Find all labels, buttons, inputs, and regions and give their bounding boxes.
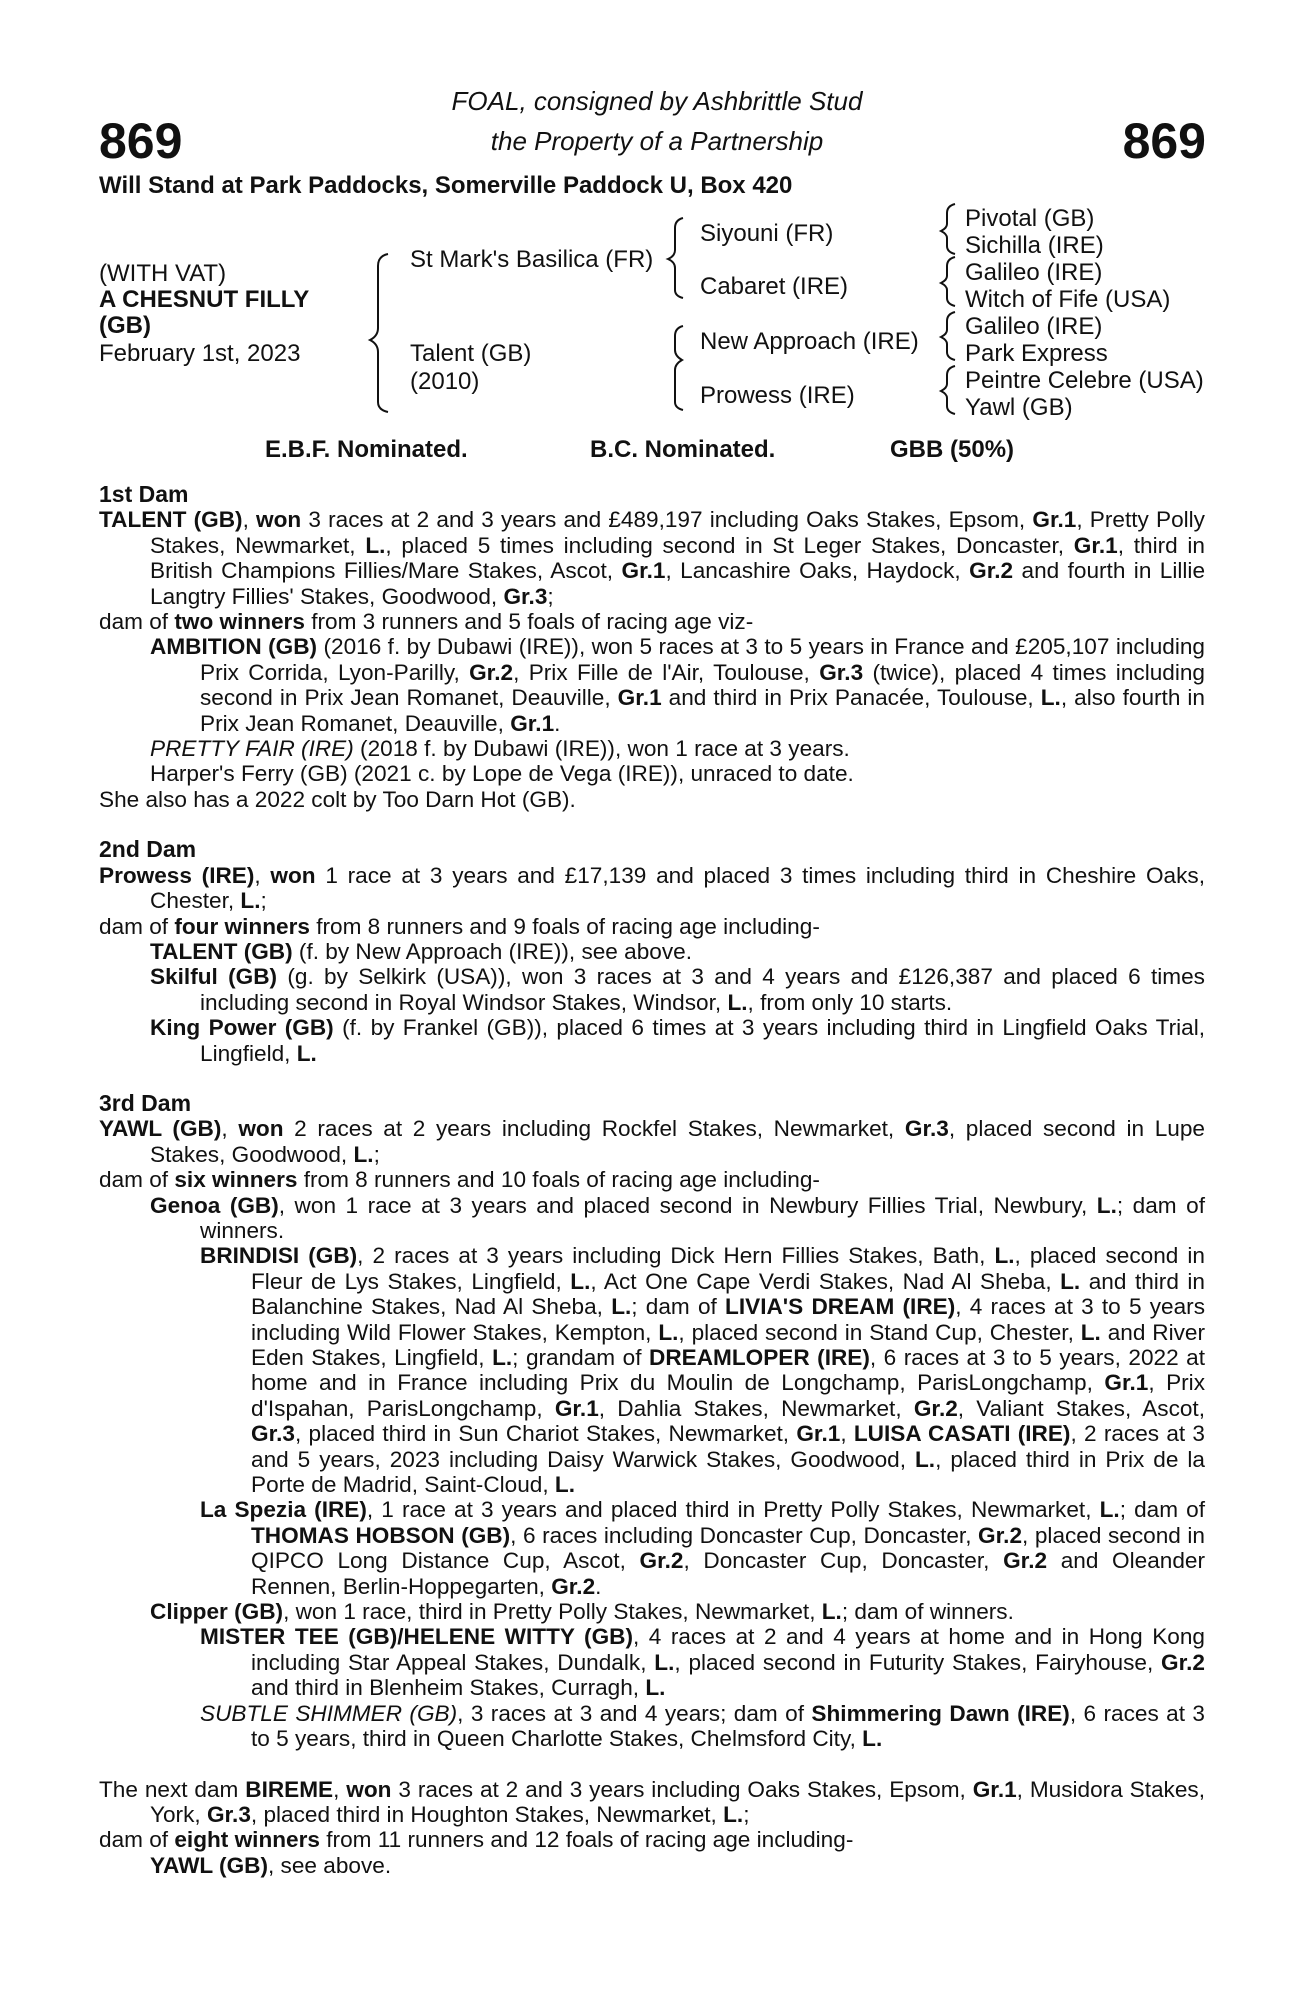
produce-entry: AMBITION (GB) (2016 f. by Dubawi (IRE)), won 5 races at 3 to 5 years in France and £205,107 including Prix Corrida, Lyon-Parilly, Gr.2, Prix Fille de l'Air, Toulouse, Gr.3 (twice), placed 4 times including second in Prix Jean Romanet, Deauville, Gr.1 and third in Prix Panacée, Toulouse, L., also fourth in Prix Jean Romanet, Deauville, Gr.1. [150, 634, 1206, 736]
pedigree-dam-dam: Prowess (IRE) [700, 382, 855, 409]
pedigree-gen3-5: Galileo (IRE) [965, 313, 1103, 340]
produce-entry: Skilful (GB) (g. by Selkirk (USA)), won 3 races at 3 and 4 years and £126,387 and placed 6 times including second in Royal Windsor Stakes, Windsor, L., from only 10 starts. [150, 964, 1205, 1015]
horse-name: A CHESNUT FILLY [99, 286, 310, 313]
produce-note: She also has a 2022 colt by Too Darn Hot (GB). [99, 786, 576, 812]
pedigree-gen3-3: Galileo (IRE) [965, 259, 1103, 286]
next-dam-record: The next dam BIREME, won 3 races at 2 and 3 years including Oaks Stakes, Epsom, Gr.1, Musidora Stakes, York, Gr.3, placed third in Houghton Stakes, Newmarket, L.; [99, 1776, 1205, 1827]
second-dam-produce-summary: dam of four winners from 8 runners and 9 foals of racing age including- [99, 913, 820, 939]
produce-entry: SUBTLE SHIMMER (GB), 3 races at 3 and 4 years; dam of Shimmering Dawn (IRE), 6 races at 3 to 5 years, third in Queen Charlotte Stakes, Chelmsford City, L. [200, 1700, 1205, 1752]
bc-nomination: B.C. Nominated. [590, 436, 776, 463]
produce-entry: Harper's Ferry (GB) (2021 c. by Lope de Vega (IRE)), unraced to date. [150, 761, 854, 787]
second-dam-record: Prowess (IRE), won 1 race at 3 years and £17,139 and placed 3 times including third in Cheshire Oaks, Chester, L.; [99, 862, 1205, 914]
third-dam-produce-summary: dam of six winners from 8 runners and 10 foals of racing age including- [99, 1167, 820, 1193]
pedigree-gen3-8: Yawl (GB) [965, 394, 1073, 421]
pedigree-gen3-7: Peintre Celebre (USA) [965, 367, 1204, 394]
first-dam-heading: 1st Dam [99, 481, 189, 507]
produce-entry: TALENT (GB) (f. by New Approach (IRE)), see above. [150, 938, 692, 964]
produce-entry: MISTER TEE (GB)/HELENE WITTY (GB), 4 races at 2 and 4 years at home and in Hong Kong including Star Appeal Stakes, Dundalk, L., placed second in Futurity Stakes, Fairyhouse, Gr.2 and third in Blenheim Stakes, Curragh, L. [200, 1624, 1205, 1701]
produce-entry: Genoa (GB), won 1 race at 3 years and placed second in Newbury Fillies Trial, Newbury, L.; dam of winners. [150, 1192, 1205, 1243]
produce-entry: Clipper (GB), won 1 race, third in Pretty Polly Stakes, Newmarket, L.; dam of winners. [150, 1599, 1014, 1625]
next-dam-produce-summary: dam of eight winners from 11 runners and 12 foals of racing age including- [99, 1827, 854, 1853]
second-dam-heading: 2nd Dam [99, 836, 197, 863]
pedigree-sire-dam: Cabaret (IRE) [700, 273, 849, 300]
pedigree-dam-sire: New Approach (IRE) [700, 328, 919, 355]
pedigree-sire-sire: Siyouni (FR) [700, 220, 834, 247]
ebf-nomination: E.B.F. Nominated. [265, 436, 468, 463]
lot-number-right: 869 [1122, 113, 1206, 169]
produce-entry: YAWL (GB), see above. [150, 1852, 392, 1878]
third-dam-heading: 3rd Dam [99, 1089, 192, 1116]
pedigree-dam: Talent (GB) [410, 340, 532, 367]
first-dam-produce-summary: dam of two winners from 3 runners and 5 foals of racing age viz- [99, 609, 754, 635]
pedigree-sire: St Mark's Basilica (FR) [410, 246, 654, 273]
pedigree-dam-year: (2010) [410, 368, 480, 395]
pedigree-gen3-6: Park Express [965, 340, 1108, 367]
produce-entry: BRINDISI (GB), 2 races at 3 years including Dick Hern Fillies Stakes, Bath, L., placed second in Fleur de Lys Stakes, Lingfield, L., Act One Cape Verdi Stakes, Nad Al Sheba, L. and third in Balanchine Stakes, Nad Al Sheba, L.; dam of LIVIA'S DREAM (IRE), 4 races at 3 to 5 years including Wild Flower Stakes, Kempton, L., placed second in Stand Cup, Chester, L. and River Eden Stakes, Lingfield, L.; grandam of DREAMLOPER (IRE), 6 races at 3 to 5 years, 2022 at home and in France including Prix du Moulin de Longchamp, ParisLongchamp, Gr.1, Prix d'Ispahan, ParisLongchamp, Gr.1, Dahlia Stakes, Newmarket, Gr.2, Valiant Stakes, Ascot, Gr.3, placed third in Sun Chariot Stakes, Newmarket, Gr.1, LUISA CASATI (IRE), 2 races at 3 and 5 years, 2023 including Daisy Warwick Stakes, Goodwood, L., placed third in Prix de la Porte de Madrid, Saint-Cloud, L. [200, 1243, 1206, 1498]
catalogue-body [99, 482, 1205, 1878]
pedigree-gen3-1: Pivotal (GB) [965, 205, 1095, 232]
first-dam-record: TALENT (GB), won 3 races at 2 and 3 years and £489,197 including Oaks Stakes, Epsom, Gr.1, Pretty Polly Stakes, Newmarket, L., placed 5 times including second in St Leger Stakes, Doncaster, Gr.1, third in British Champions Fillies/Mare Stakes, Ascot, Gr.1, Lancashire Oaks, Haydock, Gr.2 and fourth in Lillie Langtry Fillies' Stakes, Goodwood, Gr.3; [99, 507, 1206, 609]
property-line: the Property of a Partnership [490, 126, 824, 156]
third-dam-record: YAWL (GB), won 2 races at 2 years including Rockfel Stakes, Newmarket, Gr.3, placed second in Lupe Stakes, Goodwood, L.; [99, 1116, 1206, 1167]
lot-number-left: 869 [99, 113, 183, 169]
pedigree-gen3-4: Witch of Fife (USA) [965, 286, 1171, 313]
vat-note: (WITH VAT) [99, 260, 227, 287]
pedigree-gen3-2: Sichilla (IRE) [965, 232, 1104, 259]
produce-entry: PRETTY FAIR (IRE) (2018 f. by Dubawi (IRE)), won 1 race at 3 years. [150, 736, 850, 762]
stand-location: Will Stand at Park Paddocks, Somerville Paddock U, Box 420 [99, 172, 793, 199]
horse-dob: February 1st, 2023 [99, 340, 301, 367]
horse-name-country: (GB) [99, 312, 151, 339]
consignor-line: FOAL, consigned by Ashbrittle Stud [451, 86, 863, 116]
produce-entry: King Power (GB) (f. by Frankel (GB)), placed 6 times at 3 years including third in Lingfield Oaks Trial, Lingfield, L. [150, 1015, 1205, 1066]
gbb-note: GBB (50%) [890, 436, 1015, 463]
produce-entry: La Spezia (IRE), 1 race at 3 years and placed third in Pretty Polly Stakes, Newmarket, L.; dam of THOMAS HOBSON (GB), 6 races including Doncaster Cup, Doncaster, Gr.2, placed second in QIPCO Long Distance Cup, Ascot, Gr.2, Doncaster Cup, Doncaster, Gr.2 and Oleander Rennen, Berlin-Hoppegarten, Gr.2. [200, 1497, 1205, 1599]
